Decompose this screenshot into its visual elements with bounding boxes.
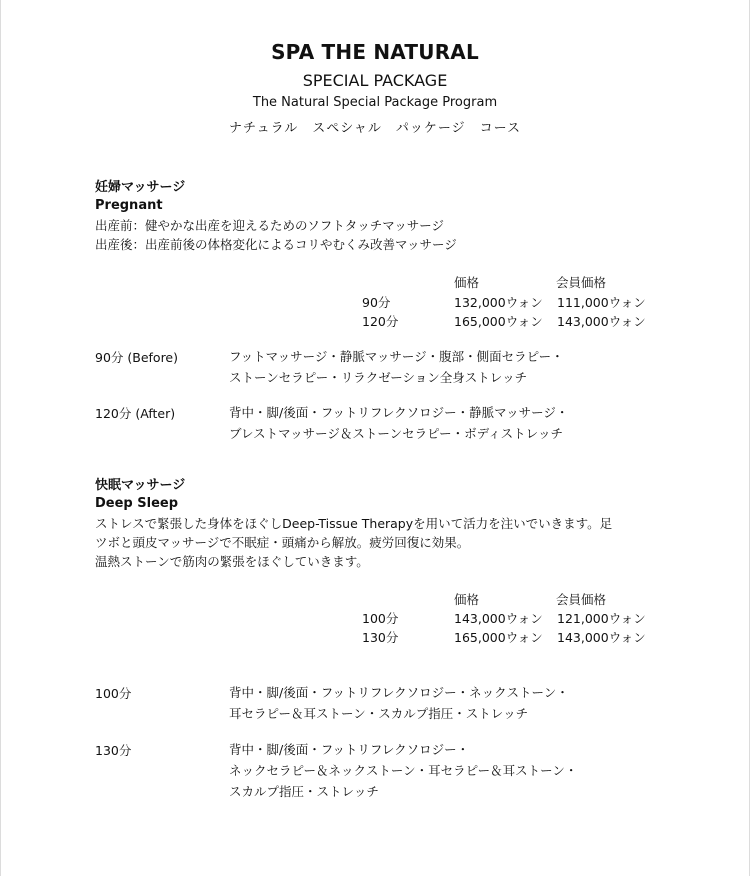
section-title-en: Deep Sleep bbox=[95, 496, 179, 511]
description-line: 温熱ストーンで筋肉の緊張をほぐしていきます。 bbox=[95, 554, 369, 569]
price-duration: 120分 bbox=[362, 314, 399, 329]
description-line: 出産前：健やかな出産を迎えるためのソフトタッチマッサージ bbox=[95, 218, 445, 233]
price-value: 165,000ウォン bbox=[454, 314, 543, 329]
program-name-jp: ナチュラル スペシャル パッケージ コース bbox=[228, 121, 522, 136]
member-price-value: 111,000ウォン bbox=[557, 295, 646, 310]
price-value: 143,000ウォン bbox=[454, 611, 543, 626]
course-line: 耳セラピー＆耳ストーン・スカルプ指圧・ストレッチ bbox=[229, 706, 529, 721]
course-description bbox=[229, 346, 564, 388]
price-column-header: 価格 bbox=[454, 592, 480, 607]
course-description bbox=[229, 739, 577, 802]
course-duration-label: 130分 bbox=[95, 743, 132, 758]
course-description bbox=[229, 402, 568, 444]
course-line: 背中・脚/後面・フットリフレクソロジー・ネックストーン・ bbox=[229, 685, 569, 700]
member-price-column-header: 会員価格 bbox=[556, 592, 607, 607]
price-duration: 90分 bbox=[362, 295, 391, 310]
section-title-jp: 妊婦マッサージ bbox=[95, 180, 186, 195]
description-line: ツボと頭皮マッサージで不眠症・頭痛から解放。疲労回復に効果。 bbox=[95, 535, 470, 550]
section-title-jp: 快眠マッサージ bbox=[95, 478, 186, 493]
course-line: ブレストマッサージ＆ストーンセラピー・ボディストレッチ bbox=[229, 426, 564, 441]
section-description bbox=[95, 216, 457, 254]
member-price-value: 143,000ウォン bbox=[557, 630, 646, 645]
section-title-en: Pregnant bbox=[95, 198, 163, 213]
course-duration-label: 120分 (After) bbox=[95, 406, 176, 421]
member-price-column-header: 会員価格 bbox=[556, 275, 607, 290]
course-duration-label: 90分 (Before) bbox=[95, 350, 179, 365]
description-line: ストレスで緊張した身体をほぐしDeep-Tissue Therapyを用いて活力を注いでいきます。足 bbox=[95, 516, 613, 531]
section-description bbox=[95, 514, 612, 571]
course-line: ストーンセラピー・リラクゼーション全身ストレッチ bbox=[229, 370, 528, 385]
price-value: 132,000ウォン bbox=[454, 295, 543, 310]
course-line: フットマッサージ・静脈マッサージ・腹部・側面セラピー・ bbox=[229, 349, 564, 364]
course-duration-label: 100分 bbox=[95, 686, 132, 701]
page-title: SPA THE NATURAL bbox=[271, 40, 479, 64]
member-price-value: 143,000ウォン bbox=[557, 314, 646, 329]
price-column-header: 価格 bbox=[454, 275, 480, 290]
course-line: 背中・脚/後面・フットリフレクソロジー・ bbox=[229, 742, 470, 757]
price-duration: 100分 bbox=[362, 611, 399, 626]
course-line: ネックセラピー＆ネックストーン・耳セラピー＆耳ストーン・ bbox=[229, 763, 578, 778]
description-line: 出産後：出産前後の体格変化によるコリやむくみ改善マッサージ bbox=[95, 237, 457, 252]
course-line: 背中・脚/後面・フットリフレクソロジー・静脈マッサージ・ bbox=[229, 405, 569, 420]
program-name-en: The Natural Special Package Program bbox=[252, 95, 498, 110]
course-line: スカルプ指圧・ストレッチ bbox=[229, 784, 379, 799]
course-description bbox=[229, 682, 569, 724]
member-price-value: 121,000ウォン bbox=[557, 611, 646, 626]
price-duration: 130分 bbox=[362, 630, 399, 645]
page-subtitle: SPECIAL PACKAGE bbox=[302, 71, 448, 90]
price-value: 165,000ウォン bbox=[454, 630, 543, 645]
